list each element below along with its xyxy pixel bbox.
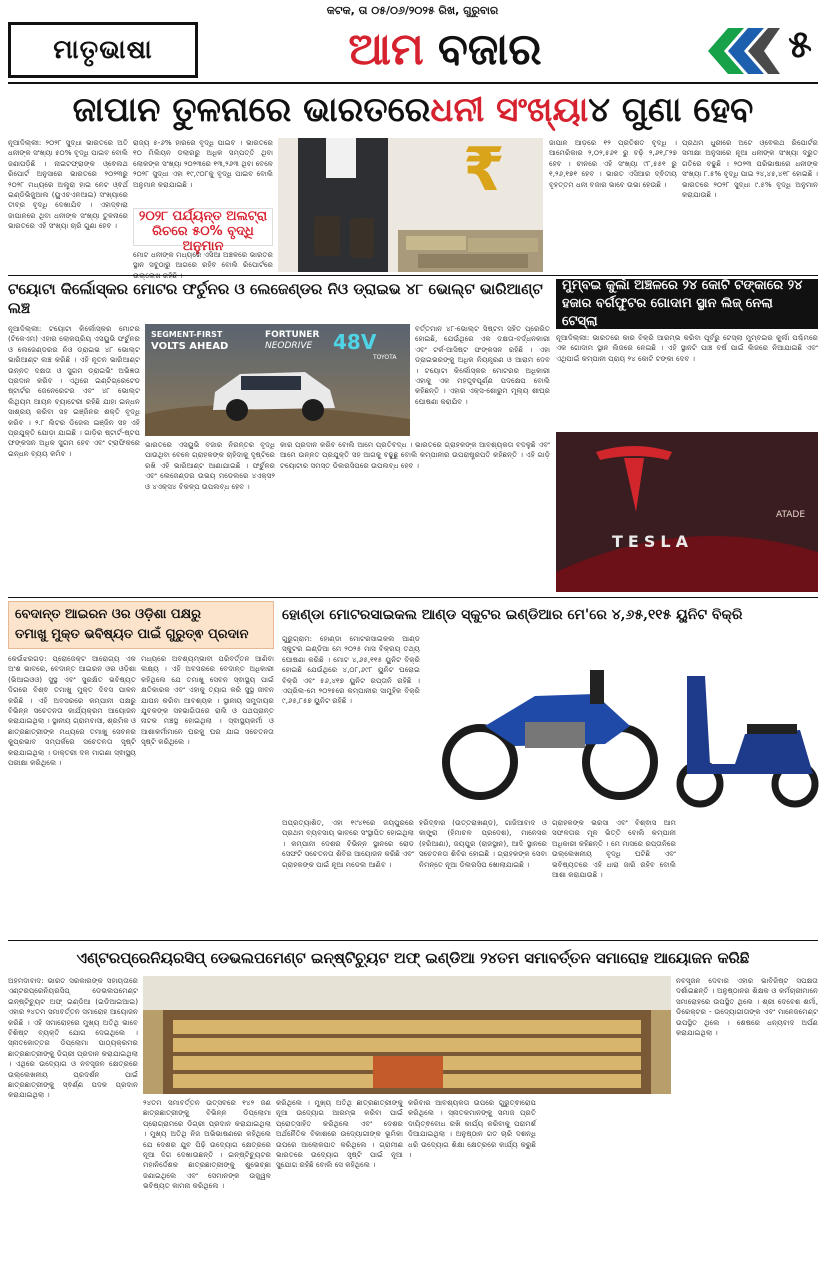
vedanta-column-2: ମଧ୍ୟରେ ଅବଶ୍ୟମ୍ଭାବୀ ପରିବର୍ତ୍ତନ ଆଣିବା ଲକ୍ଷ୍ୟ । ଏହି ଅବସରରେ ବେଦାନ୍ତ ଅଧିକାରୀ କହିଥିଲେ ଯେ ତମାଖୁ ସେବନ ସ୍ଵାସ୍ଥ୍ୟ ପାଇଁ କ୍ଷତିକାରକ ଏବଂ ଏହାକୁ ତ୍ୟାଗ କରି ସୁସ୍ଥ ଜୀବନ ଯାପନ କରିବା ଆବଶ୍ୟକ । ସ୍ଥାନୀୟ ସମୁଦାୟର ଯୁବକଙ୍କ ସହଭାଗିତାରେ ରାଲି ଓ ପଥପ୍ରାନ୍ତ ନାଟକ ମଞ୍ଚସ୍ଥ ହୋଇଥିଲା । ସ୍ଵାସ୍ଥ୍ୟକର୍ମୀ ଓ ଆଶାକର୍ମୀମାନେ ଘରକୁ ଘର ଯାଇ ସଚେତନତା ସୃଷ୍ଟି କରିଥିଲେ । — [141, 654, 274, 747]
lead-headline-part1: ଜାପାନ ତୁଳନାରେ ଭାରତରେ — [72, 90, 431, 130]
lead-column-4: ପ୍ରଥମ ଧୁରୀରେ ଅଟେ ଓ୍ଵେଲଥ ରିପୋର୍ଟର ସମୀକ୍ଷା ଅନୁସାରେ ନୂଆ ଧନୀଙ୍କ ସଂଖ୍ୟା ଦ୍ରୁତ ଗତିରେ ବଢୁଛି । ୨୦୨୩ ପରିଭାଷାରେ ଧନୀଙ୍କ ସଂଖ୍ୟା ୮.୫% ବୃଦ୍ଧି ପାଇ ୨୪,୪୫,୪୧୮ ହୋଇଛି । ଭାରତରେ ୨୦୨୮ ସୁଦ୍ଧା ୯.୫% ବୃଦ୍ଧି ଅନୁମାନ କରାଯାଉଛି । — [682, 138, 818, 200]
lead-photo-caption-line2: ରିଚରେ ୫୦% ବୃଦ୍ଧି ଅନୁମାନ — [152, 224, 254, 254]
lead-column-3: ଜାପାନ ଆଡ଼ରେ ୧୨ ପ୍ରତିଶତ ବୃଦ୍ଧି । ଆମେରିକାର ୨,୦୨,୫୬୧ ରୁ ବଢ଼ି ୨,୬୧,୮୨୭ ହେବ । ଚୀନରେ ଏହି ସଂଖ୍ୟା ୯୮,୫୫୧ ରୁ ୧,୨୬,୧୭୧ ହେବ । ଭାରତ ଏସିଆର ଦ୍ଵିତୀୟ ବୃହତ୍ତମ ଧନୀ ବଜାର ଭାବେ ଉଭା ହେଉଛି । — [549, 138, 677, 189]
tesla-photo — [556, 432, 818, 592]
lead-column-2b: ମୋଟ ଧନୀଙ୍କ ମଧ୍ୟରେ ଏସିଆ ଅଞ୍ଚଳରେ ଭାରତର ସ୍ଥାନ ସବୁଠାରୁ ଆଗରେ ରହିବ ବୋଲି ରିପୋର୍ଟରେ — [133, 250, 273, 270]
section-rule — [8, 597, 818, 598]
photo-credit: ATADE — [776, 510, 806, 520]
ad-volt-badge: 48V — [333, 330, 377, 354]
vedanta-headline-line2: ତମାଖୁ ମୁକ୍ତ ଭବିଷ୍ୟତ ପାଇଁ ଗୁରୁତ୍ଵ ପ୍ରଦାନ — [15, 627, 249, 642]
edi-column-2: ୨୪ତମ ସମାବର୍ତ୍ତନ ଉତ୍ସବରେ ୧୪୨ ଜଣ ଛାତ୍ରଛାତ୍ରୀଙ୍କୁ ବିଭିନ୍ନ ଡିପ୍ଲୋମା ପ୍ରୋଗ୍ରାମରେ ଡିଗ୍ରୀ ପ୍ରଦାନ କରାଯାଇଥିଲା । ମୁଖ୍ୟ ଅତିଥି ନିଜ ଅଭିଭାଷଣରେ କହିଥିଲେ ଯେ ଦେଶର ଯୁବ ପିଢ଼ି ଉଦ୍ୟୋଗ କ୍ଷେତ୍ରରେ ନୂଆ ଦିଗ ଦେଖାଉଛନ୍ତି । ଇନ୍ଷ୍ଟିଚ୍ୟୁଟର ମହାନିର୍ଦ୍ଦେଶକ ଛାତ୍ରଛାତ୍ରୀଙ୍କୁ ଶୁଭେଚ୍ଛା ଜଣାଇଥିଲେ ଏବଂ ସେମାନଙ୍କ ଉଜ୍ଜ୍ୱଳ ଭବିଷ୍ୟତ କାମନା କରିଥିଲେ । — [143, 1098, 271, 1191]
toyota-column-1: ନୂଆଦିଲ୍ଲୀ: ଟୟୋଟା କିର୍ଲୋସ୍କର ମୋଟର (ଟିକେଏମ) ଏହାର ଲୋକପ୍ରିୟ ଏସୟୁଭି ଫର୍ଚୁନର ଓ ଲେଜେଣ୍ଡରର ନିଓ ଡ୍ରାଇଭ ୪୮ ଭୋଲ୍ଟ ଭାରିଆଣ୍ଟ ଲଞ୍ଚ କରିଛି । ଏହି ନୂତନ ଭାରିଆଣ୍ଟ ଉନ୍ନତ ଦକ୍ଷତା ଓ ସୁଗମ ଡ୍ରାଇଭିଂ ଅଭିଜ୍ଞତା ପ୍ରଦାନ କରିବ । ଏଥିରେ ଇଣ୍ଟିଗ୍ରେଟେଡ ଷ୍ଟାର୍ଟର ଜେନେରେଟର ଏବଂ ୪୮ ଭୋଲ୍ଟ ଲିଥିୟମ ଆୟନ ବ୍ୟାଟେରୀ ରହିଛି ଯାହା ଇନ୍ଧନ ସାଶ୍ରୟ କରିବା ସହ ଇଞ୍ଜିନର ଶକ୍ତି ବୃଦ୍ଧି କରିବ । ୨.୮ ଲିଟର ଡିଜେଲ ଇଞ୍ଜିନ ସହ ଏହି ପ୍ରଯୁକ୍ତି ଯୋଡ଼ା ଯାଇଛି । ଗାଡ଼ିର ଷ୍ଟାର୍ଟ-ଷ୍ଟପ ଫଙ୍କସନ ଅଧିକ ସୁଗମ ହେବ ଏବଂ ଟ୍ରାଫିକରେ ଇନ୍ଧନ ବ୍ୟୟ କମିବ । — [8, 324, 140, 458]
honda-column-4: ଗ୍ରାହକଙ୍କ ଭରସା ଏବଂ ବିଶ୍ଵାସ ଆମ ସଫଳତାର ମୂଳ ଭିତ୍ତି ବୋଲି କମ୍ପାନୀ ଅଧିକାରୀ କହିଛନ୍ତି । ମେ ମାସରେ ରପ୍ତାନିରେ ଉଲ୍ଲେଖନୀୟ ବୃଦ୍ଧି ଘଟିଛି ଏବଂ ଭବିଷ୍ୟତରେ ଏହି ଧାରା ଜାରି ରହିବ ବୋଲି ଆଶା କରାଯାଉଛି । — [552, 818, 676, 880]
honda-photo — [425, 634, 818, 812]
section-rule — [8, 275, 818, 276]
newspaper-logo: ମାତୃଭାଷା — [8, 22, 198, 78]
tesla-headline: ମୁମ୍ବଇ କୁର୍ଲା ଅଞ୍ଚଳରେ ୨୪ କୋଟି ଟଙ୍କାରେ ୨୪ ହଜାର ବର୍ଗଫୁଟର ଗୋଦାମ ସ୍ଥାନ ଲିଜ୍ ନେଲା ଟେସ୍ଲା — [556, 279, 818, 329]
section-title — [225, 20, 665, 78]
honda-column-2: ଅପ୍ରତ୍ୟାଶିତ, ଏହା ୧୯୪୧ରେ ଜୟପୁରରେ ପ୍ରଥମ ବ୍ୟବସାୟ ଭାବରେ ସଂସ୍ଥାପିତ ହୋଇଥିଲା । କମ୍ପାନୀ ଦେଶର ବିଭିନ୍ନ ସ୍ଥାନରେ ରୋଡ ସେଫଟି ସଚେତନତା ଶିବିର ଆୟୋଜନ କରିଛି ଏବଂ ଗ୍ରାହକଙ୍କ ପାଇଁ ନୂଆ ମଡେଲ ଆଣିବ । — [282, 818, 414, 869]
vedanta-column-1: କେଉଁଝରଗଡ଼: ପ୍ରୋଜେକ୍ଟ ଆରୋଗ୍ୟ ଏକ ଅଂଶ ଭାବରେ, ବେଦାନ୍ତ ଆଇରନ ଓର ଓଡ଼ିଶା (ଭିଆଇଓଓ) ସୁସ୍ଥ ଏବଂ ସୁରକ୍ଷିତ ଭବିଷ୍ୟତ ଦିଗରେ ବିଶ୍ଵ ତମାଖୁ ମୁକ୍ତ ଦିବସ ପାଳନ କରିଛି । ଏହି ଅବସରରେ କମ୍ପାନୀ ପକ୍ଷରୁ ବିଭିନ୍ନ ସଚେତନତା କାର୍ଯ୍ୟକ୍ରମ ଆୟୋଜନ କରାଯାଇଥିଲା । ସ୍ଥାନୀୟ ଗ୍ରାମବାସୀ, ଶ୍ରମିକ ଓ ଛାତ୍ରଛାତ୍ରୀଙ୍କ ମଧ୍ୟରେ ତମାଖୁ ସେବନର କୁପ୍ରଭାବ ସମ୍ପର୍କରେ ସଚେତନତା ସୃଷ୍ଟି କରାଯାଇଥିଲା । ଡାକ୍ତରୀ ଦଳ ମାଗଣା ସ୍ଵାସ୍ଥ୍ୟ ପରୀକ୍ଷା କରିଥିଲେ । — [8, 654, 136, 768]
lead-photo-caption-line1: ୨୦୨୮ ପର୍ଯ୍ୟନ୍ତ ଅଲଟ୍ରା — [138, 209, 268, 224]
lead-headline — [8, 86, 818, 134]
toyota-column-2: ଭାରତରେ ଏସୟୁଭି ବଜାର ନିରନ୍ତର ବୃଦ୍ଧି ପାଉଥିବା ବେଳେ ଗ୍ରାହକଙ୍କ ଚାହିଦାକୁ ଦୃଷ୍ଟିରେ ରଖି ଏହି ଭାରିଆଣ୍ଟ ଆଣାଯାଇଛି । ଫର୍ଚୁନର ଏବଂ ଲେଜେଣ୍ଡର ଉଭୟ ମଡେଲରେ ୪ଏକ୍ସ୨ ଓ ୪ଏକ୍ସ୪ ବିକଳ୍ପ ଉପଲବ୍ଧ ହେବ । — [145, 440, 275, 491]
motorcycle-scooter-illustration — [425, 634, 818, 812]
section-title-part1: ଆମ — [348, 23, 424, 75]
ad-variant: NEODRIVE — [265, 341, 313, 351]
lead-column-1: ନୂଆଦିଲ୍ଲୀ: ୨୦୨୮ ସୁଦ୍ଧା ଭାରତରେ ଅତି ଧନୀଙ୍କ ସଂଖ୍ୟା ୫୦% ବୃଦ୍ଧି ପାଇବ ବୋଲି ଜଣାପଡ଼ିଛି । ନାଇଟଫ୍ରାଙ୍କ ଓ୍ଵେଲଥ ରିପୋର୍ଟ ଅନୁସାରେ ଭାରତରେ ୨୦୨୩ରୁ ୨୦୨୮ ମଧ୍ୟରେ ଅଲ୍ଟ୍ରା ହାଇ ନେଟ ଓ୍ଵର୍ଥ ଇଣ୍ଡିଭିଜୁଆଲ (ୟୁଏଚଏନଆଇ) ସଂଖ୍ୟାରେ ତୀବ୍ର ବୃଦ୍ଧି ଦେଖାଯିବ । ଏହାଦ୍ଵାରା ଜାପାନରେ ଥିବା ଧନୀଙ୍କ ସଂଖ୍ୟା ତୁଳନାରେ ଭାରତରେ ଏହି ସଂଖ୍ୟା ଚାରି ଗୁଣା ହେବ । — [8, 138, 128, 231]
lead-headline-highlight: ଧନୀ ସଂଖ୍ୟା — [430, 90, 589, 130]
lead-photo-caption — [133, 208, 273, 254]
vedanta-headline-line1: ବେଦାନ୍ତ ଆଇରନ ଓର ଓଡ଼ିଶା ପକ୍ଷରୁ — [15, 607, 201, 622]
section-rule — [8, 940, 818, 941]
toyota-column-4: ବର୍ତ୍ତମାନ ୪୮-ଭୋଲ୍ଟ ସିଷ୍ଟମ ସହିତ ପ୍ରେରିତ ହୋଇଛି, ଯେଉଁଥିରେ ଏକ ଦକ୍ଷତା-ବର୍ଦ୍ଧନକାରୀ ଏବଂ ଟର୍କ-ଆସିଷ୍ଟ ଫଙ୍କସନ ରହିଛି । ଏହା ଡ୍ରାଇଭରଙ୍କୁ ଅଧିକ ନିୟନ୍ତ୍ରଣ ଓ ଆରାମ ଦେବ । ଟୟୋଟା କିର୍ଲୋସ୍କର ମୋଟରର ଅଧିକାରୀ ଏହାକୁ ଏକ ମହତ୍ତ୍ଵପୂର୍ଣ୍ଣ ପଦକ୍ଷେପ ବୋଲି କହିଛନ୍ତି । ଏହାର ଏକ୍ସ-ଶୋରୁମ ମୂଲ୍ୟ ଶୀଘ୍ର ଘୋଷଣା କରାଯିବ । — [415, 324, 550, 406]
ad-tagline-2: VOLTS AHEAD — [151, 341, 229, 352]
vedanta-headline — [8, 601, 274, 649]
honda-headline: ହୋଣ୍ଡା ମୋଟରସାଇକଲ ଆଣ୍ଡ ସ୍କୁଟର ଇଣ୍ଡିଆର ମେ'ରେ ୪,୬୫,୧୧୫ ୟୁନିଟ ବିକ୍ରି — [282, 607, 743, 623]
page-number: ୫ — [788, 22, 812, 66]
lead-photo — [278, 135, 543, 272]
edi-group-photo — [143, 976, 671, 1094]
toyota-headline: ଟୟୋଟା କିର୍ଲୋସ୍କର ମୋଟର ଫର୍ଚୁନର ଓ ଲେଜେଣ୍ଡର ନିଓ ଡ୍ରାଇଭ ୪୮ ଭୋଲ୍ଟ ଭାରିଆଣ୍ଟ ଲଞ୍ଚ — [8, 280, 543, 317]
edi-column-3: କରିଥିଲେ । ମୁଖ୍ୟ ଅତିଥି ଛାତ୍ରଛାତ୍ରୀଙ୍କୁ ନୂଆ ଉଦ୍ୟୋଗ ଆରମ୍ଭ କରିବା ପାଇଁ ପ୍ରୋତ୍ସାହିତ କରିଥିଲେ ଏବଂ ଦେଶର ଅର୍ଥନୈତିକ ବିକାଶରେ ଉଦ୍ୟୋଗୀଙ୍କ ଭୂମିକା ଉପରେ ଆଲୋକପାତ କରିଥିଲେ । ଗ୍ରାମୀଣ ଭାରତରେ ଉଦ୍ୟୋଗ ସୃଷ୍ଟି ପାଇଁ ନୂଆ ସୁଯୋଗ ରହିଛି ବୋଲି ସେ କହିଥିଲେ । — [276, 1098, 403, 1170]
section-title-part2: ବଜାର — [437, 23, 542, 75]
edi-headline: ଏଣ୍ଟରପ୍ରେନିୟରସିପ୍ ଡେଭଲପମେଣ୍ଟ ଇନ୍ଷ୍ଟିଚ୍ୟୁଟ ଅଫ୍ ଇଣ୍ଡିଆ ୨୪ତମ ସମାବର୍ତ୍ତନ ସମାରୋହ ଆୟୋଜନ କରିଛି — [76, 949, 750, 967]
tesla-column-1: ନୂଆଦିଲ୍ଲୀ: ଭାରତରେ କାର ବିକ୍ରି ଆରମ୍ଭ କରିବା ପୂର୍ବରୁ ଟେସ୍ଲା ମୁମ୍ବଇର କୁର୍ଲା ପଶ୍ଚିମରେ ଏକ ଗୋଦାମ ସ୍ଥାନ ଲିଜରେ ନେଇଛି । ଏହି ସ୍ଥାନଟି ପାଞ୍ଚ ବର୍ଷ ପାଇଁ ଲିଜରେ ନିଆଯାଇଛି ଏବଂ ଏଥିପାଇଁ କମ୍ପାନୀ ପ୍ରାୟ ୨୪ କୋଟି ଟଙ୍କା ଦେବ । — [556, 333, 818, 363]
dateline: କଟକ, ତା ୦୫/୦୬/୨୦୨୫ ରିଖ, ଗୁରୁବାର — [326, 4, 499, 17]
edi-column-4: କରିବାର ଆବଶ୍ୟକତା ଉପରେ ଗୁରୁତ୍ଵାରୋପ କରିଥିଲେ । ସ୍ନାତକମାନଙ୍କୁ ସମାଜ ପ୍ରତି ଦାୟିତ୍ଵବୋଧ ରଖି କାର୍ଯ୍ୟ କରିବାକୁ ପରାମର୍ଶ ଦିଆଯାଇଥିଲା । ଅନୁଷ୍ଠାନ ଗତ ଚାରି ଦଶନ୍ଧି ଧରି ଉଦ୍ୟୋଗ ଶିକ୍ଷା କ୍ଷେତ୍ରରେ କାର୍ଯ୍ୟ କରୁଛି । — [408, 1098, 536, 1160]
convocation-group-photo-illustration — [143, 976, 671, 1094]
edi-column-1: ଅହମଦାବାଦ: ଭାରତ ସରକାରଙ୍କ ସହାୟତାରେ ଏଣ୍ଟରପ୍ରେନିୟରସିପ୍ ଡେଭଲପମେଣ୍ଟ ଇନ୍ଷ୍ଟିଚ୍ୟୁଟ ଅଫ୍ ଇଣ୍ଡିଆ (ଇଡିଆଇଆଇ) ଏହାର ୨୪ତମ ସମାବର୍ତ୍ତନ ସମାରୋହ ଆୟୋଜନ କରିଛି । ଏହି ସମାରୋହରେ ମୁଖ୍ୟ ଅତିଥି ଭାବେ ବିଶିଷ୍ଟ ବ୍ୟକ୍ତି ଯୋଗ ଦେଇଥିଲେ । ସ୍ନାତକୋତ୍ତର ଡିପ୍ଲୋମା ପାଠ୍ୟକ୍ରମର ଛାତ୍ରଛାତ୍ରୀଙ୍କୁ ଡିଗ୍ରୀ ପ୍ରଦାନ କରାଯାଇଥିଲା । ଏଥିରେ ଉଦ୍ୟୋଗ ଓ ନବସୃଜନ କ୍ଷେତ୍ରରେ ଉଲ୍ଲେଖନୀୟ ପ୍ରଦର୍ଶନ ପାଇଁ ଛାତ୍ରଛାତ୍ରୀଙ୍କୁ ସ୍ଵର୍ଣ୍ଣ ପଦକ ପ୍ରଦାନ କରାଯାଇଥିଲା । — [8, 976, 138, 1100]
svg-text:₹: ₹ — [463, 135, 505, 205]
ad-tagline-1: SEGMENT-FIRST — [151, 330, 223, 339]
tesla-wordmark: TESLA — [612, 532, 693, 551]
ad-brand: FORTUNER — [265, 330, 320, 340]
honda-column-3: ହରିଦ୍ଵାର (ଉତ୍ତରାଖଣ୍ଡ), ଗାଜିଆବାଦ ଓ କାଙ୍ଗ୍ରା (ହିମାଚଳ ପ୍ରଦେଶ), ମାନେସର (ହରିଆଣା), ଜୟପୁର (ରାଜସ୍ଥାନ), ଆଦି ସ୍ଥାନରେ ସଚେତନତା ଶିବିର ହୋଇଛି । ଗ୍ରାହକଙ୍କ ସେବା ନିମନ୍ତେ ନୂଆ ଡିଲରସିପ ଖୋଲାଯାଇଛି । — [419, 818, 547, 869]
chevron-logo-icon — [690, 26, 780, 76]
honda-column-1: ଗୁରୁଗ୍ରାମ: ହୋଣ୍ଡା ମୋଟରସାଇକଲ ଆଣ୍ଡ ସ୍କୁଟର ଇଣ୍ଡିଆ ମେ ୨୦୨୫ ମାସ ବିକ୍ରୟ ତଥ୍ୟ ଘୋଷଣା କରିଛି । ମୋଟ ୪,୬୫,୧୧୫ ୟୁନିଟ ବିକ୍ରି ହୋଇଛି ଯେଉଁଥିରେ ୪,୦୮,୬୯୮ ୟୁନିଟ ଘରୋଇ ବିକ୍ରି ଏବଂ ୫୬,୪୧୭ ୟୁନିଟ ରପ୍ତାନି ରହିଛି । ଏପ୍ରିଲ-ମେ ୨୦୨୫ରେ କମ୍ପାନୀର ସାମୁହିକ ବିକ୍ରି ୯,୬୫,୮୫୭ ୟୁନିଟ ରହିଛି । — [282, 634, 420, 706]
masthead-rule — [8, 82, 818, 84]
lead-column-2: ରାଜ୍ୟ ୫-୬% ହାରରେ ବୃଦ୍ଧି ପାଇବ । ଭାରତରେ ୧୦ ମିଲିୟନ ଡଲାରରୁ ଅଧିକ ସମ୍ପତ୍ତି ଥିବା ଲୋକଙ୍କ ସଂଖ୍ୟା ୨୦୨୩ରେ ୧୩,୨୬୩ ଥିବା ବେଳେ ୨୦୨୮ ସୁଦ୍ଧା ଏହା ୧୯,୯୦୮କୁ ବୃଦ୍ଧି ପାଇବ ବୋଲି ଅନୁମାନ କରାଯାଇଛି । — [133, 138, 273, 189]
toyota-ad-image — [145, 324, 410, 436]
toyota-column-3: କାର ପ୍ରଦାନ କରିବ ବୋଲି ଆମେ ପ୍ରତିବଦ୍ଧ । ଭାରତରେ ଗ୍ରାହକଙ୍କ ଆବଶ୍ୟକତା ବଦଳୁଛି ଏବଂ ଆମେ ଉନ୍ନତ ପ୍ରଯୁକ୍ତି ସହ ଆଗକୁ ବଢୁଛୁ ବୋଲି କମ୍ପାନୀର ଉପରାଷ୍ଟ୍ରପତି କହିଛନ୍ତି । ଏହି ଗାଡ଼ି ଟୟୋଟାର ସମସ୍ତ ଡିଲରସିପରେ ଉପଲବ୍ଧ ହେବ । — [280, 440, 550, 470]
ad-maker: TOYOTA — [373, 354, 397, 361]
lead-headline-part2: ୪ ଗୁଣା ହେବ — [588, 90, 754, 130]
businessman-money-illustration — [278, 135, 543, 272]
edi-column-5: ନବସୃଜନ ଦେବାର ଏହାର ଭାବିଜିଷ୍ଟ ସପକ୍ଷତା ଦର୍ଶାଇଛନ୍ତି । ଅନୁଷ୍ଠାନର ଶିକ୍ଷକ ଓ କର୍ମଚାରୀମାନେ ସମାରୋହରେ ଉପସ୍ଥିତ ଥିଲେ । ଶ୍ରୀ ଦେବେଶ ଶର୍ମା, ଡିରେକ୍ଟର - ଉଦ୍ୟୋଗୀତାଙ୍କ ଏବଂ ମାନେଜମେଣ୍ଟ ଉପସ୍ଥିତ ଥିଲେ । ଶେଷରେ ଧନ୍ୟବାଦ ଅର୍ପଣ କରାଯାଇଥିଲା । — [676, 976, 818, 1038]
